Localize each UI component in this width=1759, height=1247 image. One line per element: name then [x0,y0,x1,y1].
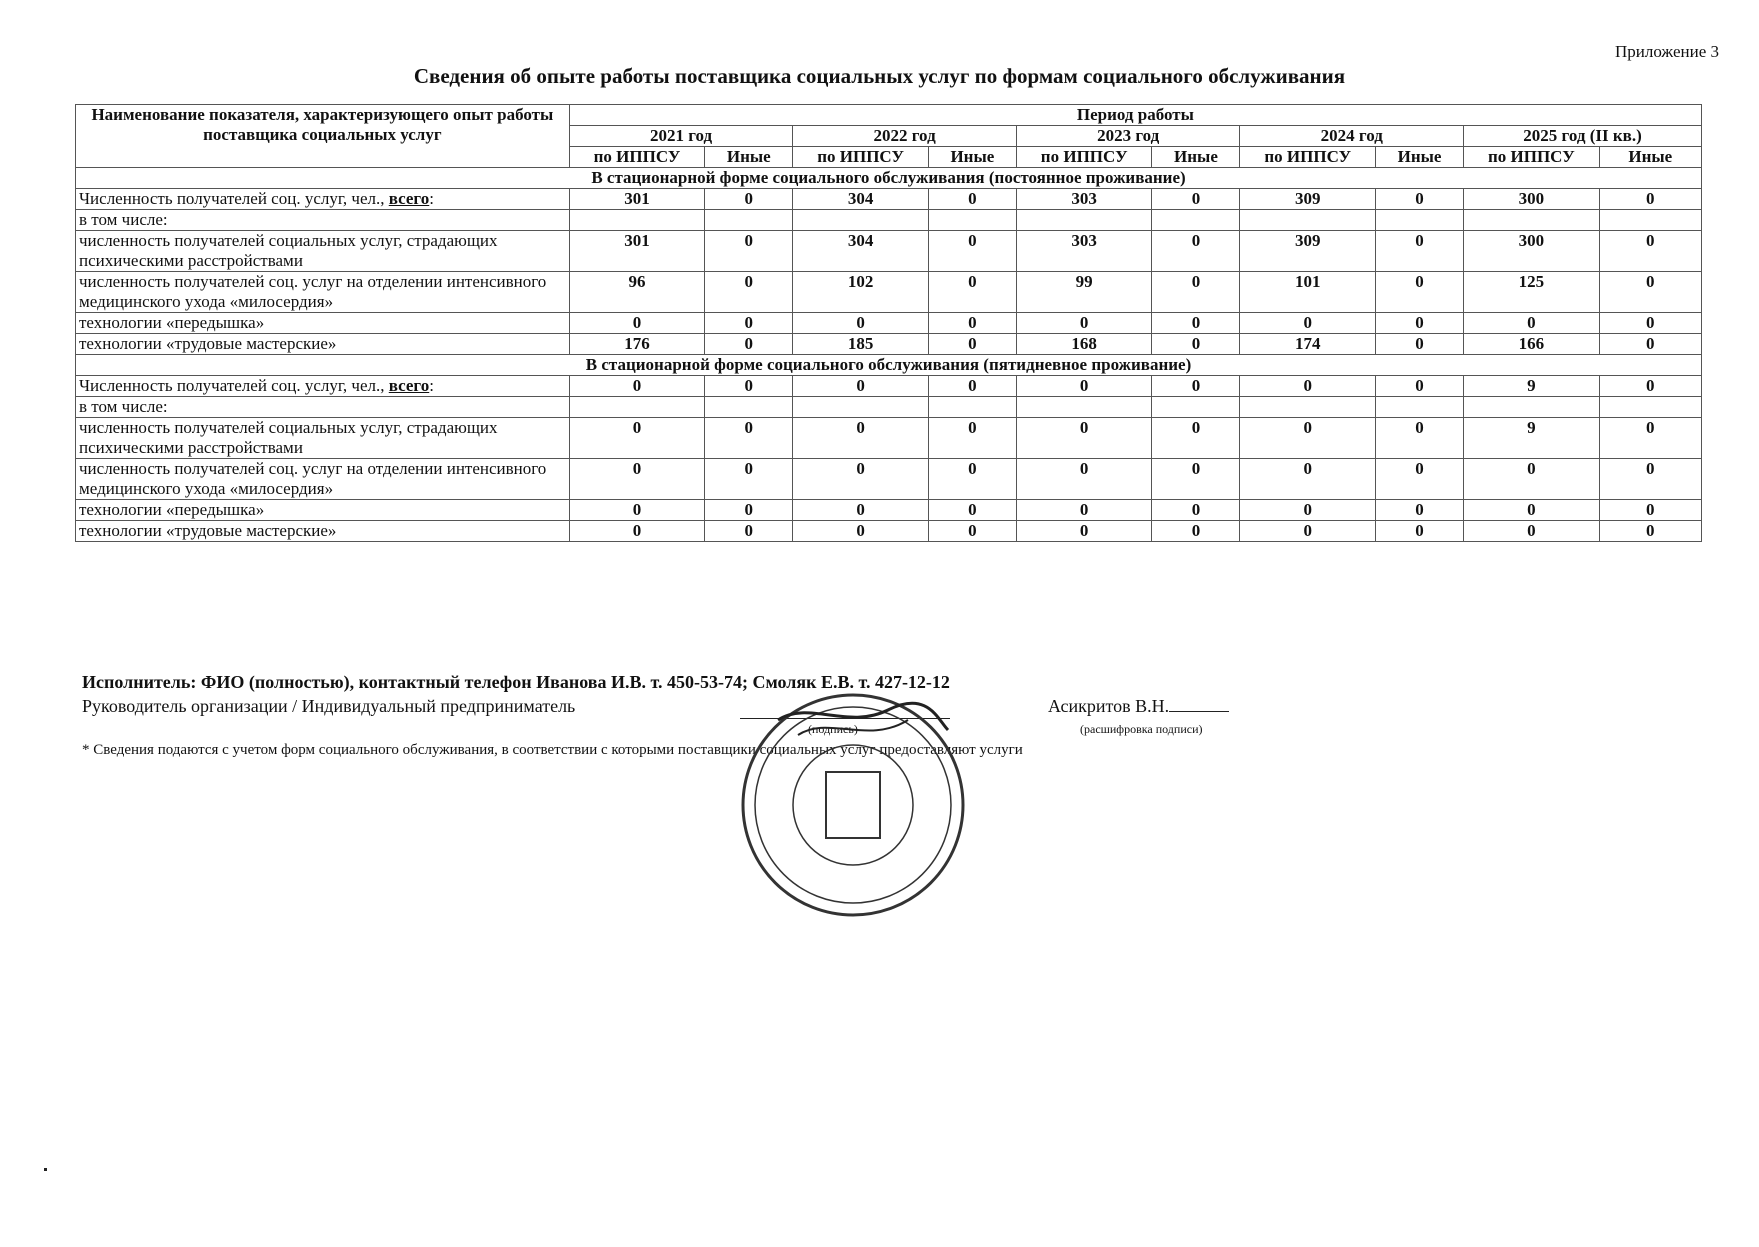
year-header: 2023 год [1016,126,1240,147]
value-cell: 0 [1376,313,1464,334]
value-cell: 102 [793,272,929,313]
value-cell: 303 [1016,231,1152,272]
value-cell: 174 [1240,334,1376,355]
value-cell: 0 [569,500,705,521]
ippsu-subheader: по ИППСУ [1016,147,1152,168]
value-cell: 0 [1376,334,1464,355]
value-cell: 300 [1464,231,1600,272]
row-label: технологии «передышка» [76,500,570,521]
value-cell: 303 [1016,189,1152,210]
value-cell: 0 [1376,272,1464,313]
other-subheader: Иные [1152,147,1240,168]
value-cell [1240,210,1376,231]
table-row [76,313,1702,334]
value-cell: 301 [569,231,705,272]
value-cell: 9 [1464,376,1600,397]
value-cell: 0 [1152,521,1240,542]
value-cell: 0 [1240,418,1376,459]
value-cell: 9 [1464,418,1600,459]
value-cell: 0 [1152,231,1240,272]
value-cell: 0 [1599,272,1701,313]
ippsu-subheader: по ИППСУ [569,147,705,168]
value-cell: 0 [1152,376,1240,397]
name-caption: (расшифровка подписи) [1080,722,1203,736]
row-label: технологии «трудовые мастерские» [76,521,570,542]
value-cell: 125 [1464,272,1600,313]
executor-line: Исполнитель: ФИО (полностью), контактный телефон Иванова И.В. т. 450-53-74; Смоляк Е.В. т. 427-12-12 [82,672,950,692]
value-cell: 0 [793,313,929,334]
value-cell: 0 [1464,313,1600,334]
signer-name-block [1048,696,1229,717]
value-cell: 0 [1376,500,1464,521]
value-cell [928,210,1016,231]
value-cell: 0 [1464,459,1600,500]
value-cell: 0 [928,189,1016,210]
value-cell [1464,210,1600,231]
value-cell [793,210,929,231]
value-cell [569,210,705,231]
value-cell: 309 [1240,231,1376,272]
scan-dot [44,1168,47,1171]
value-cell: 0 [1240,376,1376,397]
value-cell: 0 [1152,272,1240,313]
value-cell: 0 [1599,500,1701,521]
value-cell: 0 [793,500,929,521]
value-cell: 0 [1240,459,1376,500]
value-cell: 0 [1599,521,1701,542]
official-stamp [738,690,968,920]
value-cell: 0 [705,334,793,355]
other-subheader: Иные [1376,147,1464,168]
value-cell: 0 [1376,459,1464,500]
table-row [76,376,1702,397]
other-subheader: Иные [928,147,1016,168]
value-cell: 0 [569,459,705,500]
value-cell: 0 [1152,459,1240,500]
value-cell: 0 [1599,334,1701,355]
value-cell: 0 [705,313,793,334]
row-label: численность получателей соц. услуг на отделении интенсивного медицинского ухода «милосердия» [76,459,570,500]
value-cell: 0 [569,313,705,334]
table-row [76,397,1702,418]
value-cell: 0 [705,231,793,272]
value-cell: 0 [1376,418,1464,459]
value-cell: 185 [793,334,929,355]
section-row [76,168,1702,189]
value-cell: 304 [793,231,929,272]
table-row [76,272,1702,313]
value-cell: 0 [1599,189,1701,210]
value-cell: 166 [1464,334,1600,355]
value-cell: 0 [1016,521,1152,542]
table-row [76,500,1702,521]
value-cell [793,397,929,418]
value-cell [705,397,793,418]
value-cell: 0 [928,231,1016,272]
value-cell: 0 [928,334,1016,355]
value-cell: 0 [928,376,1016,397]
value-cell [1240,397,1376,418]
row-label: Численность получателей соц. услуг, чел., всего: [76,189,570,210]
value-cell [1016,210,1152,231]
value-cell: 0 [1599,376,1701,397]
experience-table [75,104,1702,542]
value-cell [705,210,793,231]
value-cell: 309 [1240,189,1376,210]
value-cell: 0 [1016,418,1152,459]
footnote: * Сведения подаются с учетом форм социального обслуживания, в соответствии с которыми поставщики социальных услуг предоставляют услуги [82,742,1023,758]
value-cell: 0 [1599,459,1701,500]
value-cell [1464,397,1600,418]
value-cell [1152,397,1240,418]
table-row [76,189,1702,210]
value-cell: 0 [1240,313,1376,334]
row-label: Численность получателей соц. услуг, чел., всего: [76,376,570,397]
manager-label: Руководитель организации / Индивидуальный предприниматель [82,696,576,716]
period-header: Период работы [569,105,1701,126]
year-header: 2021 год [569,126,793,147]
value-cell: 0 [705,376,793,397]
row-label: численность получателей социальных услуг, страдающих психическими расстройствами [76,231,570,272]
year-header: 2024 год [1240,126,1464,147]
value-cell: 0 [928,313,1016,334]
value-cell: 0 [1376,231,1464,272]
value-cell: 96 [569,272,705,313]
value-cell [1016,397,1152,418]
value-cell: 0 [569,376,705,397]
table-row [76,459,1702,500]
value-cell: 0 [705,272,793,313]
row-label: численность получателей социальных услуг, страдающих психическими расстройствами [76,418,570,459]
value-cell: 0 [1464,521,1600,542]
row-label: технологии «передышка» [76,313,570,334]
value-cell: 99 [1016,272,1152,313]
value-cell: 0 [1152,334,1240,355]
row-label: технологии «трудовые мастерские» [76,334,570,355]
value-cell: 0 [1599,313,1701,334]
value-cell: 0 [1016,313,1152,334]
value-cell: 301 [569,189,705,210]
value-cell: 0 [705,418,793,459]
value-cell [1376,210,1464,231]
other-subheader: Иные [1599,147,1701,168]
value-cell: 0 [1152,189,1240,210]
value-cell: 0 [928,521,1016,542]
value-cell: 0 [569,521,705,542]
value-cell: 0 [1376,189,1464,210]
section-title: В стационарной форме социального обслуживания (постоянное проживание) [76,168,1702,189]
signature-caption: (подпись) [808,722,858,736]
table-row [76,521,1702,542]
value-cell: 0 [1240,500,1376,521]
value-cell [1152,210,1240,231]
value-cell: 300 [1464,189,1600,210]
value-cell [1599,210,1701,231]
value-cell: 0 [1240,521,1376,542]
value-cell: 0 [928,418,1016,459]
year-header: 2025 год (II кв.) [1464,126,1702,147]
value-cell: 0 [569,418,705,459]
value-cell: 304 [793,189,929,210]
document-title: Сведения об опыте работы поставщика социальных услуг по формам социального обслуживания [413,64,1346,88]
value-cell: 0 [1152,313,1240,334]
table-row [76,418,1702,459]
value-cell [569,397,705,418]
value-cell: 0 [928,459,1016,500]
table-row [76,210,1702,231]
ippsu-subheader: по ИППСУ [1240,147,1376,168]
row-label: в том числе: [76,210,570,231]
value-cell: 0 [793,418,929,459]
appendix-label: Приложение 3 [1615,42,1719,61]
value-cell: 176 [569,334,705,355]
value-cell: 0 [1599,418,1701,459]
ippsu-subheader: по ИППСУ [1464,147,1600,168]
value-cell: 0 [928,272,1016,313]
value-cell [928,397,1016,418]
value-cell: 0 [793,521,929,542]
value-cell: 0 [1016,500,1152,521]
value-cell: 0 [1599,231,1701,272]
value-cell: 0 [1016,376,1152,397]
indicator-header: Наименование показателя, характеризующего опыт работы поставщика социальных услуг [76,105,570,168]
signer-name: Асикритов В.Н. [1048,696,1170,716]
table-row [76,334,1702,355]
value-cell: 0 [1464,500,1600,521]
value-cell: 0 [705,521,793,542]
table-row [76,231,1702,272]
value-cell: 0 [1152,500,1240,521]
value-cell: 101 [1240,272,1376,313]
value-cell: 0 [1152,418,1240,459]
row-label: в том числе: [76,397,570,418]
value-cell: 0 [705,500,793,521]
value-cell: 0 [928,500,1016,521]
row-label: численность получателей соц. услуг на отделении интенсивного медицинского ухода «милосердия» [76,272,570,313]
ippsu-subheader: по ИППСУ [793,147,929,168]
other-subheader: Иные [705,147,793,168]
value-cell: 0 [793,376,929,397]
value-cell: 0 [705,459,793,500]
section-title: В стационарной форме социального обслуживания (пятидневное проживание) [76,355,1702,376]
year-header: 2022 год [793,126,1017,147]
value-cell: 0 [1376,376,1464,397]
value-cell: 0 [793,459,929,500]
value-cell: 168 [1016,334,1152,355]
value-cell: 0 [705,189,793,210]
value-cell [1599,397,1701,418]
section-row [76,355,1702,376]
value-cell [1376,397,1464,418]
value-cell: 0 [1016,459,1152,500]
value-cell: 0 [1376,521,1464,542]
